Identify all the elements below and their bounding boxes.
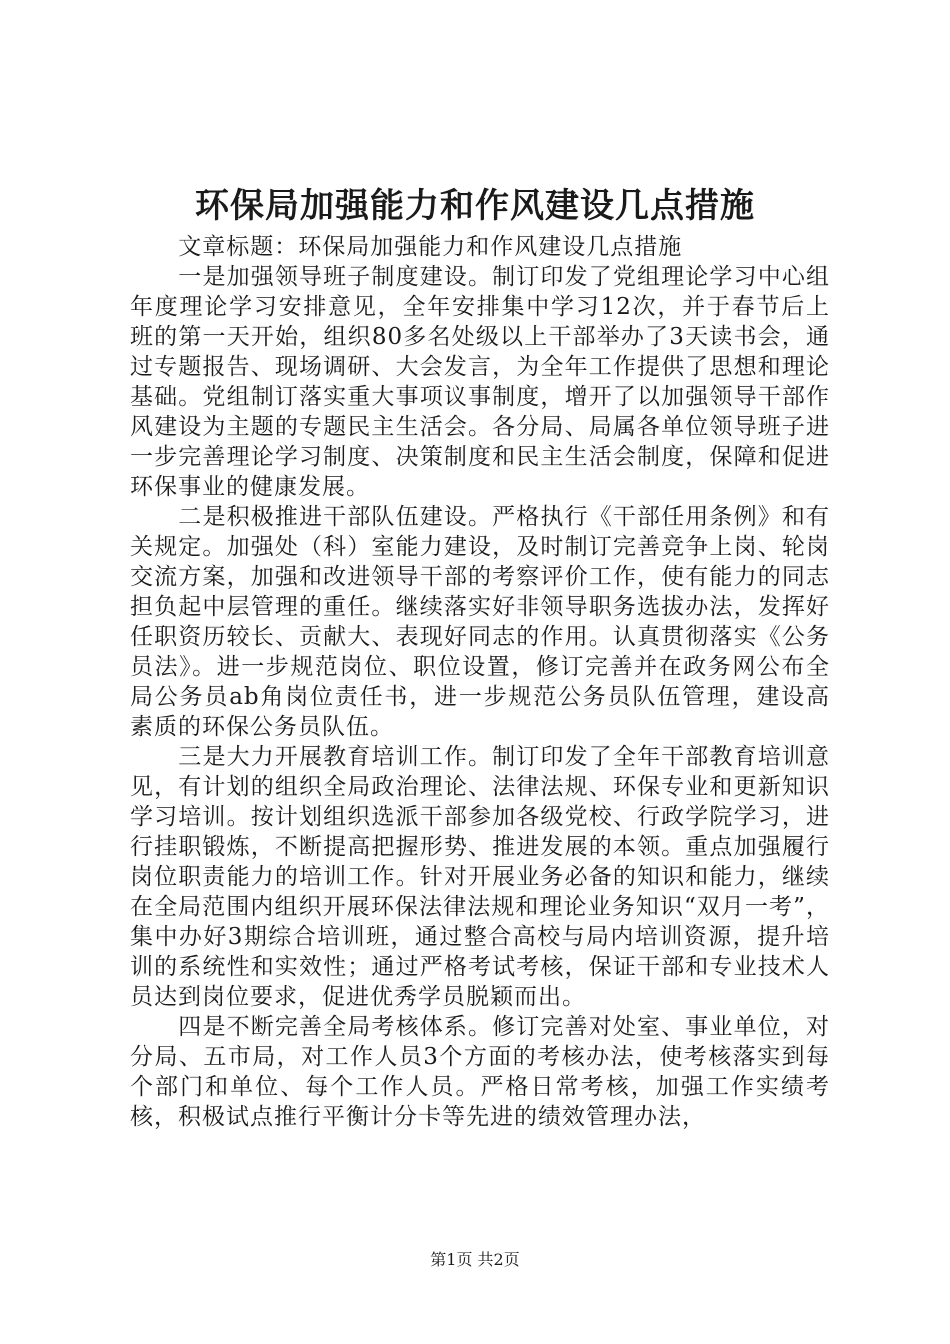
- page-footer: 第1页 共2页: [430, 1250, 520, 1269]
- paragraph-leadership: 一是加强领导班子制度建设。制订印发了党组理论学习中心组年度理论学习安排意见，全年安排集中学习12次，并于春节后上班的第一天开始，组织80多名处级以上干部举办了3天读书会，通过专题报告、现场调研、大会发言，为全年工作提供了思想和理论基础。党组制订落实重大事项议事制度，增开了以加强领导干部作风建设为主题的专题民主生活会。各分局、局属各单位领导班子进一步完善理论学习制度、决策制度和民主生活会制度，保障和促进环保事业的健康发展。: [130, 264, 830, 500]
- document-title: 环保局加强能力和作风建设几点措施: [195, 186, 755, 226]
- document-body: [130, 232, 830, 1132]
- paragraph-assessment: 四是不断完善全局考核体系。修订完善对处室、事业单位，对分局、五市局，对工作人员3个方面的考核办法，使考核落实到每个部门和单位、每个工作人员。严格日常考核，加强工作实绩考核，积极试点推行平衡计分卡等先进的绩效管理办法，: [130, 1014, 830, 1130]
- paragraph-training: 三是大力开展教育培训工作。制订印发了全年干部教育培训意见，有计划的组织全局政治理论、法律法规、环保专业和更新知识学习培训。按计划组织选派干部参加各级党校、行政学院学习，进行挂职锻炼，不断提高把握形势、推进发展的本领。重点加强履行岗位职责能力的培训工作。针对开展业务必备的知识和能力，继续在全局范围内组织开展环保法律法规和理论业务知识“双月一考”，集中办好3期综合培训班，通过整合高校与局内培训资源，提升培训的系统性和实效性；通过严格考试考核，保证干部和专业技术人员达到岗位要求，促进优秀学员脱颖而出。: [130, 744, 830, 1010]
- paragraph-cadre-team: 二是积极推进干部队伍建设。严格执行《干部任用条例》和有关规定。加强处（科）室能力建设，及时制订完善竞争上岗、轮岗交流方案，加强和改进领导干部的考察评价工作，使有能力的同志担负起中层管理的重任。继续落实好非领导职务选拔办法，发挥好任职资历较长、贡献大、表现好同志的作用。认真贯彻落实《公务员法》。进一步规范岗位、职位设置，修订完善并在政务网公布全局公务员ab角岗位责任书，进一步规范公务员队伍管理，建设高素质的环保公务员队伍。: [130, 504, 830, 740]
- article-heading-line: 文章标题：环保局加强能力和作风建设几点措施: [178, 234, 683, 260]
